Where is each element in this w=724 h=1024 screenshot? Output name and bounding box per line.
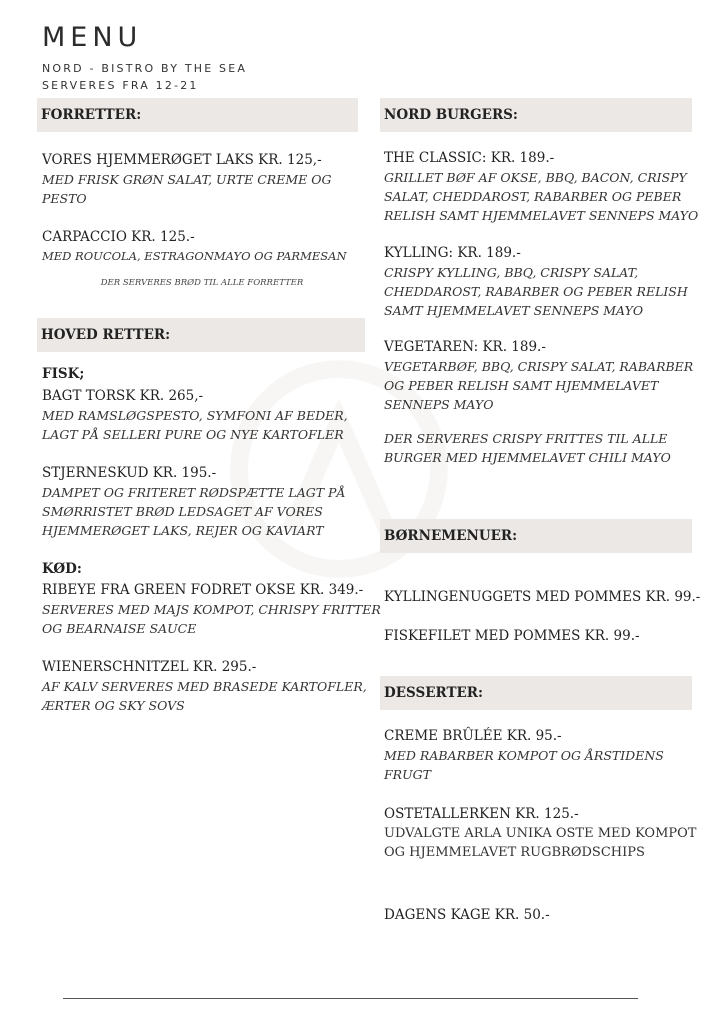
menu-item xyxy=(42,386,372,444)
item-name: BAGT TORSK KR. 265,- xyxy=(42,388,204,404)
item-name: KYLLING: KR. 189.- xyxy=(384,245,521,261)
item-description: MED RABARBER KOMPOT OG ÅRSTIDENS FRUGT xyxy=(384,748,664,782)
note-text: DER SERVERES CRISPY FRITTES TIL ALLE BURGER MED HJEMMELAVET CHILI MAYO xyxy=(384,431,671,465)
menu-item xyxy=(384,243,704,320)
subheading-kod: KØD: xyxy=(42,561,82,577)
item-description: CRISPY KYLLING, BBQ, CRISPY SALAT, CHEDDAROST, RABARBER OG PEBER RELISH SAMT HJEMMELAVET SENNEPS MAYO xyxy=(384,265,688,318)
item-name: FISKEFILET MED POMMES KR. 99.- xyxy=(384,628,640,644)
menu-item xyxy=(42,463,372,540)
serving-hours: SERVERES FRA 12-21 xyxy=(42,79,199,92)
menu-item xyxy=(42,227,362,266)
item-name: KYLLINGENUGGETS MED POMMES KR. 99.- xyxy=(384,589,701,605)
item-description: DAMPET OG FRITERET RØDSPÆTTE LAGT PÅ SMØRRISTET BRØD LEDSAGET AF VORES HJEMMERØGET LAKS, REJER OG KAVIART xyxy=(42,485,346,538)
item-name: VORES HJEMMERØGET LAKS KR. 125,- xyxy=(42,152,322,168)
menu-item xyxy=(42,657,382,715)
item-description: MED RAMSLØGSPESTO, SYMFONI AF BEDER, LAGT PÅ SELLERI PURE OG NYE KARTOFLER xyxy=(42,408,348,442)
footer-divider xyxy=(63,998,638,999)
item-name: CARPACCIO KR. 125.- xyxy=(42,229,195,245)
section-heading-desserter: DESSERTER: xyxy=(380,676,692,710)
item-name: STJERNESKUD KR. 195.- xyxy=(42,465,217,481)
menu-item xyxy=(384,726,704,784)
item-name: RIBEYE FRA GREEN FODRET OKSE KR. 349.- xyxy=(42,582,364,598)
menu-item xyxy=(384,337,704,414)
menu-item xyxy=(384,148,704,225)
menu-item xyxy=(384,626,714,646)
section-heading-burgers: NORD BURGERS: xyxy=(380,98,692,132)
section-heading-bornemenuer: BØRNEMENUER: xyxy=(380,519,692,553)
item-name: CREME BRÛLÉE KR. 95.- xyxy=(384,728,562,744)
item-description: MED ROUCOLA, ESTRAGONMAYO OG PARMESAN xyxy=(42,249,347,263)
menu-item xyxy=(384,804,704,862)
item-name: DAGENS KAGE KR. 50.- xyxy=(384,907,550,923)
item-description: SERVERES MED MAJS KOMPOT, CHRISPY FRITTER OG BEARNAISE SAUCE xyxy=(42,602,381,636)
item-description: UDVALGTE ARLA UNIKA OSTE MED KOMPOT OG HJEMMELAVET RUGBRØDSCHIPS xyxy=(384,826,697,860)
item-name: THE CLASSIC: KR. 189.- xyxy=(384,150,555,166)
item-description: GRILLET BØF AF OKSE, BBQ, BACON, CRISPY SALAT, CHEDDAROST, RABARBER OG PEBER RELISH SAMT HJEMMELAVET SENNEPS MAYO xyxy=(384,170,699,223)
menu-item xyxy=(384,905,704,925)
menu-item xyxy=(384,587,714,607)
item-description: VEGETARBØF, BBQ, CRISPY SALAT, RABARBER OG PEBER RELISH SAMT HJEMMELAVET SENNEPS MAYO xyxy=(384,359,694,412)
item-name: OSTETALLERKEN KR. 125.- xyxy=(384,806,579,822)
item-description: AF KALV SERVERES MED BRASEDE KARTOFLER, ÆRTER OG SKY SOVS xyxy=(42,679,367,713)
item-name: VEGETAREN: KR. 189.- xyxy=(384,339,546,355)
item-description: MED FRISK GRØN SALAT, URTE CREME OG PESTO xyxy=(42,172,332,206)
burgers-note xyxy=(384,429,704,467)
section-heading-forretter: FORRETTER: xyxy=(37,98,358,132)
restaurant-name: NORD - BISTRO BY THE SEA xyxy=(42,62,248,75)
menu-item xyxy=(42,150,362,208)
subheading-fisk: FISK; xyxy=(42,366,85,382)
forretter-note: DER SERVERES BRØD TIL ALLE FORRETTER xyxy=(100,278,304,288)
menu-item xyxy=(42,580,382,638)
section-heading-hovedretter: HOVED RETTER: xyxy=(37,318,365,352)
item-name: WIENERSCHNITZEL KR. 295.- xyxy=(42,659,257,675)
page-title: MENU xyxy=(42,22,143,53)
